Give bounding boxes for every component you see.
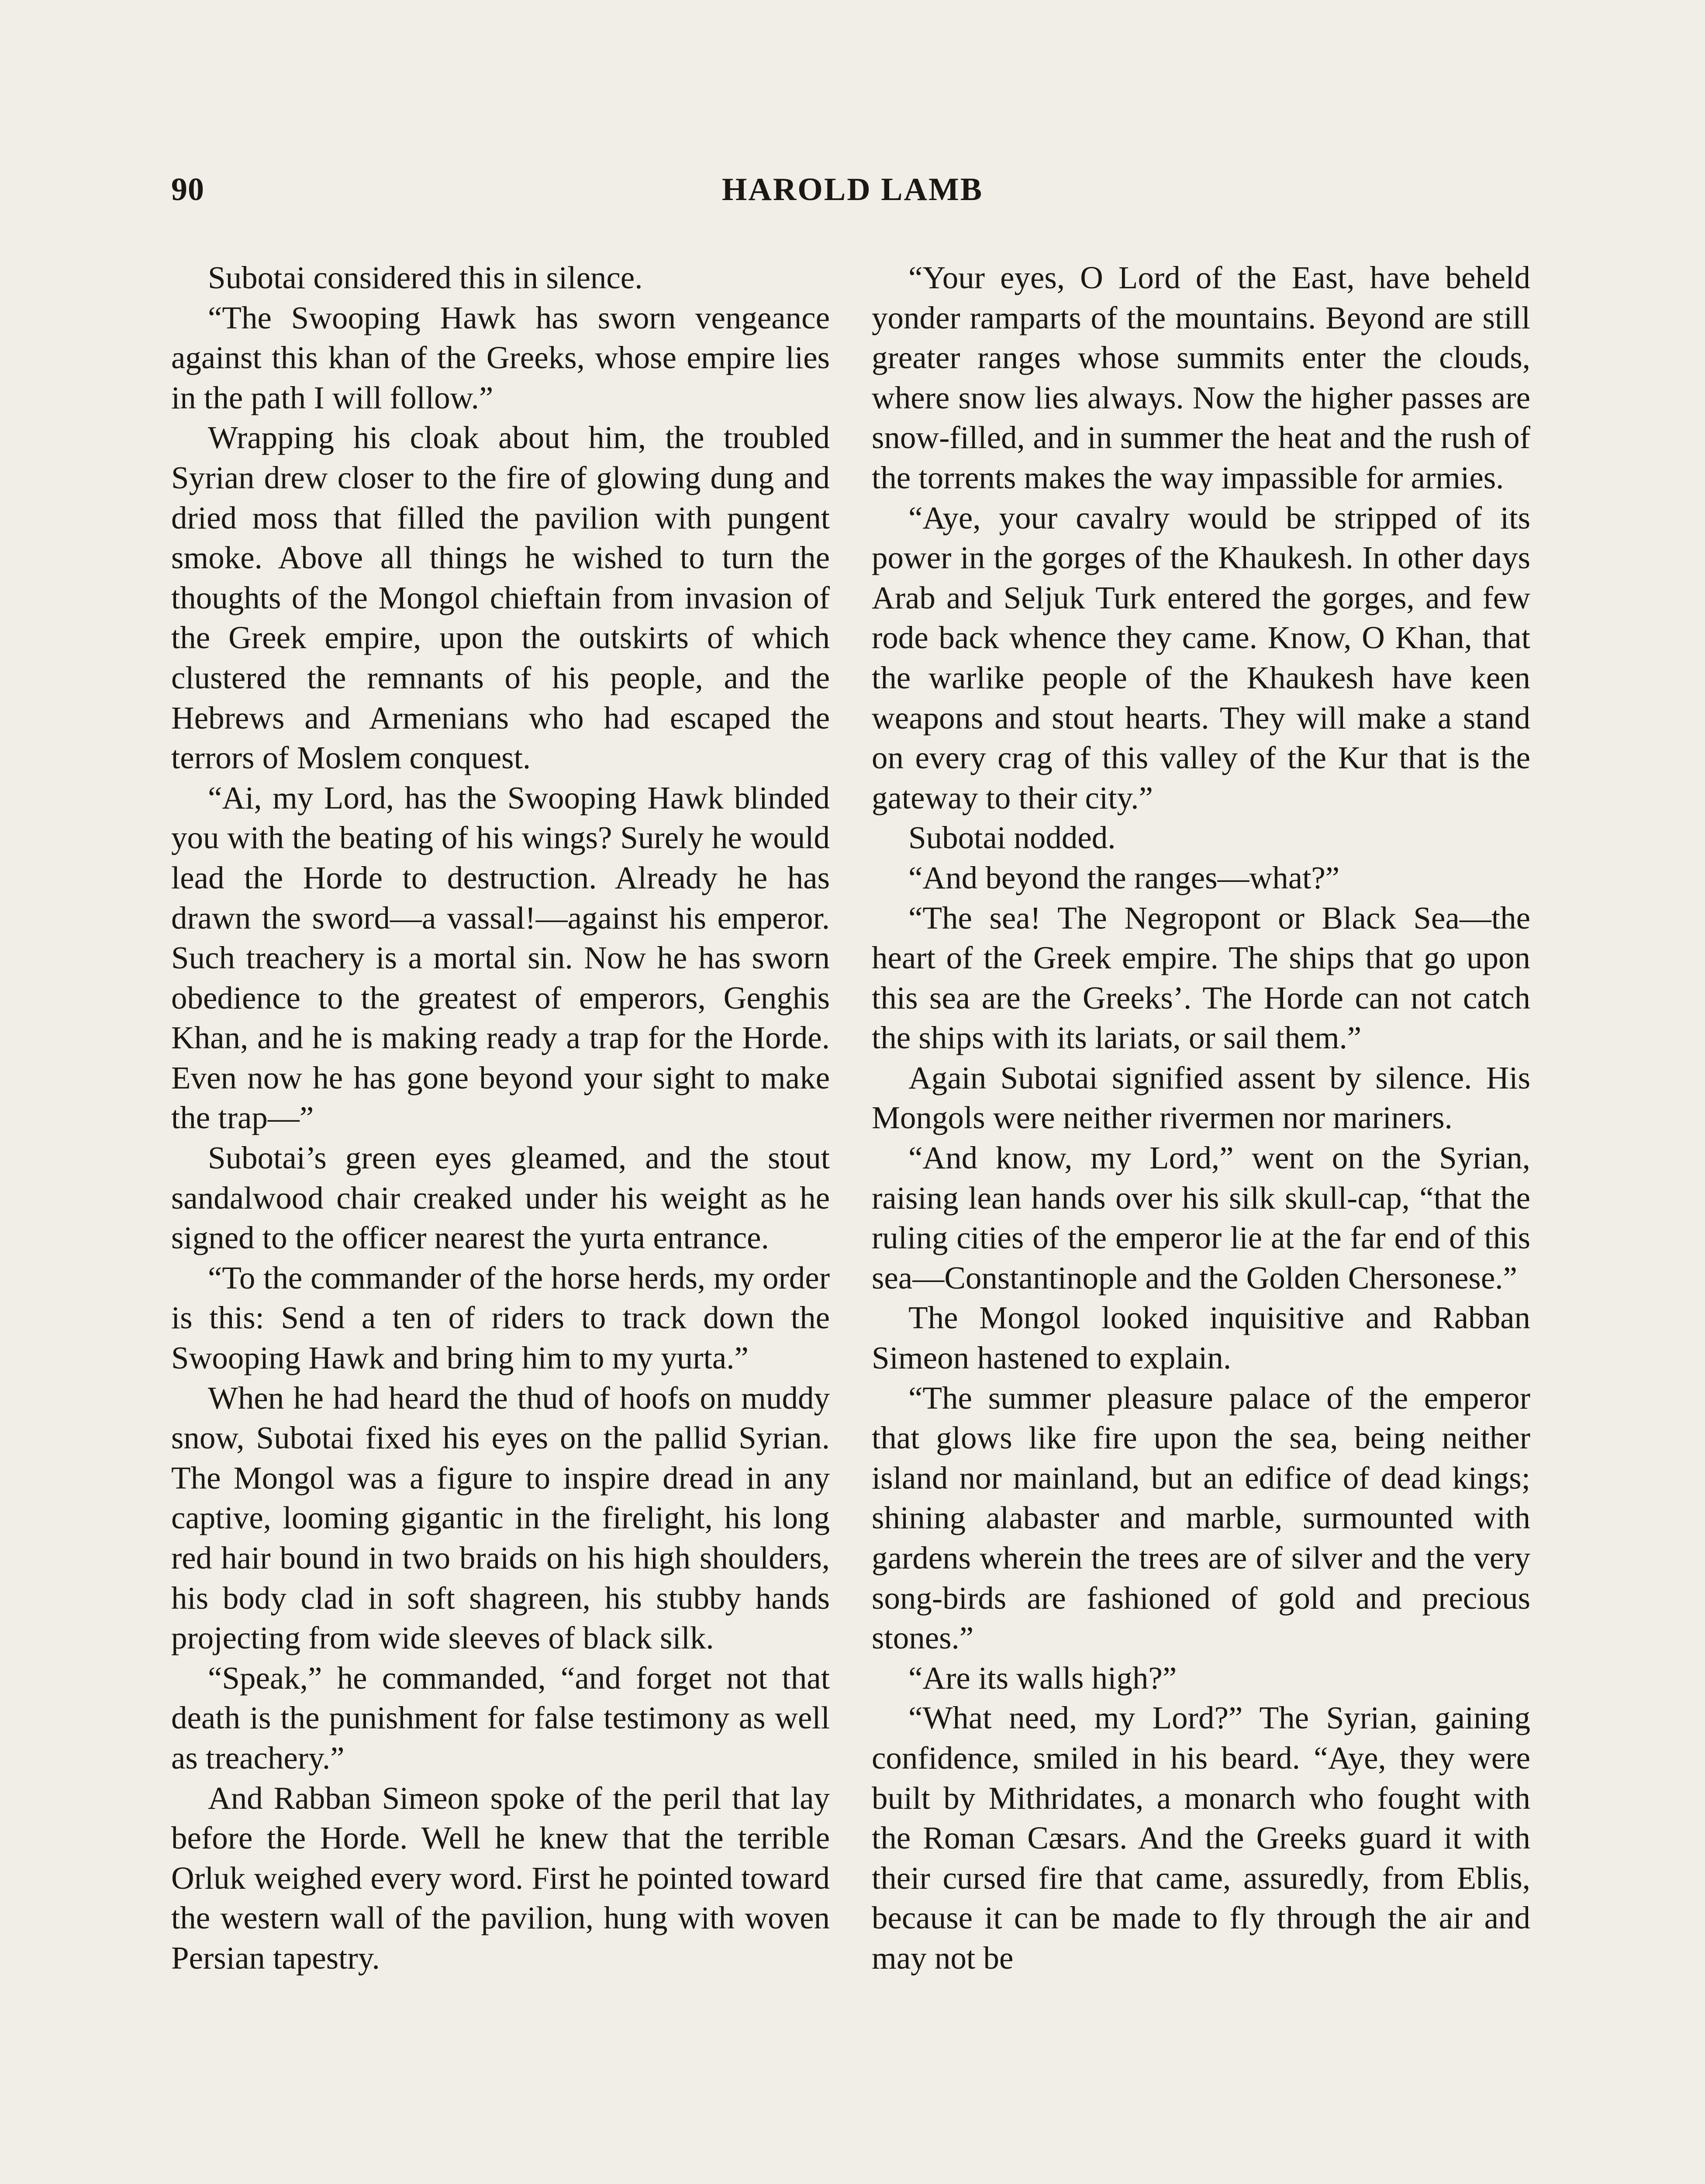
paragraph: “Speak,” he commanded, “and forget not that death is the punishment for false testimony as well as treachery.” <box>171 1660 830 1776</box>
paragraph: The Mongol looked inquisitive and Rabban Simeon hastened to explain. <box>872 1300 1530 1376</box>
right-column <box>872 258 1530 1978</box>
paragraph: “The sea! The Negropont or Black Sea—the heart of the Greek empire. The ships that go upon this sea are the Greeks’. The Horde can not catch the ships with its lariats, or sail them.” <box>872 900 1530 1056</box>
paragraph: When he had heard the thud of hoofs on muddy snow, Subotai fixed his eyes on the pallid Syrian. The Mongol was a figure to inspire dread in any captive, looming gigantic in the firelight, his long red hair bound in two braids on his high shoulders, his body clad in soft shagreen, his stubby hands projecting from wide sleeves of black silk. <box>171 1380 830 1656</box>
paragraph: “And know, my Lord,” went on the Syrian, raising lean hands over his silk skull-cap, “that the ruling cities of the emperor lie at the far end of this sea—Constantinople and the Golden Chersonese.” <box>872 1140 1530 1296</box>
page-number: 90 <box>171 172 204 207</box>
paragraph: “The summer pleasure palace of the emperor that glows like fire upon the sea, being neither island nor mainland, but an edifice of dead kings; shining alabaster and marble, surmounted with gardens wherein the trees are of silver and the very song-birds are fashioned of gold and precious stones.” <box>872 1380 1530 1656</box>
paragraph: Again Subotai signified assent by silence. His Mongols were neither rivermen nor mariners. <box>872 1060 1530 1136</box>
paragraph: Subotai nodded. <box>908 820 1116 856</box>
paragraph: “The Swooping Hawk has sworn vengeance against this khan of the Greeks, whose empire lies in the path I will follow.” <box>171 300 830 415</box>
paragraph: And Rabban Simeon spoke of the peril that lay before the Horde. Well he knew that the terrible Orluk weighed every word. First he pointed toward the western wall of the pavilion, hung with woven Persian tapestry. <box>171 1780 830 1976</box>
paragraph: “And beyond the ranges—what?” <box>908 860 1340 895</box>
running-head: HAROLD LAMB <box>721 172 984 207</box>
paragraph: “Ai, my Lord, has the Swooping Hawk blinded you with the beating of his wings? Surely he would lead the Horde to destruction. Already he has drawn the sword—a vassal!—against his emperor. Such treachery is a mortal sin. Now he has sworn obedience to the greatest of emperors, Genghis Khan, and he is making ready a trap for the Horde. Even now he has gone beyond your sight to make the trap—” <box>171 780 830 1136</box>
paragraph: “What need, my Lord?” The Syrian, gaining confidence, smiled in his beard. “Aye, they were built by Mithridates, a monarch who fought with the Roman Cæsars. And the Greeks guard it with their cursed fire that came, assuredly, from Eblis, because it can be made to fly through the air and may not be <box>872 1700 1530 1976</box>
left-column <box>171 258 830 1978</box>
paragraph: Subotai considered this in silence. <box>208 260 643 295</box>
paragraph: Subotai’s green eyes gleamed, and the stout sandalwood chair creaked under his weight as he signed to the officer nearest the yurta entrance. <box>171 1140 830 1256</box>
paragraph: Wrapping his cloak about him, the troubled Syrian drew closer to the fire of glowing dung and dried moss that filled the pavilion with pungent smoke. Above all things he wished to turn the thoughts of the Mongol chieftain from invasion of the Greek empire, upon the outskirts of which clustered the remnants of his people, and the Hebrews and Armenians who had escaped the terrors of Moslem conquest. <box>171 420 830 776</box>
paragraph: “Your eyes, O Lord of the East, have beheld yonder ramparts of the mountains. Beyond are still greater ranges whose summits enter the clouds, where snow lies always. Now the higher passes are snow-filled, and in summer the heat and the rush of the torrents makes the way impassible for armies. <box>872 260 1530 495</box>
paragraph: “Are its walls high?” <box>908 1660 1177 1696</box>
paragraph: “Aye, your cavalry would be stripped of its power in the gorges of the Khaukesh. In other days Arab and Seljuk Turk entered the gorges, and few rode back whence they came. Know, O Khan, that the warlike people of the Khaukesh have keen weapons and stout hearts. They will make a stand on every crag of this valley of the Kur that is the gateway to their city.” <box>872 500 1530 816</box>
paragraph: “To the commander of the horse herds, my order is this: Send a ten of riders to track down the Swooping Hawk and bring him to my yurta.” <box>171 1260 830 1376</box>
